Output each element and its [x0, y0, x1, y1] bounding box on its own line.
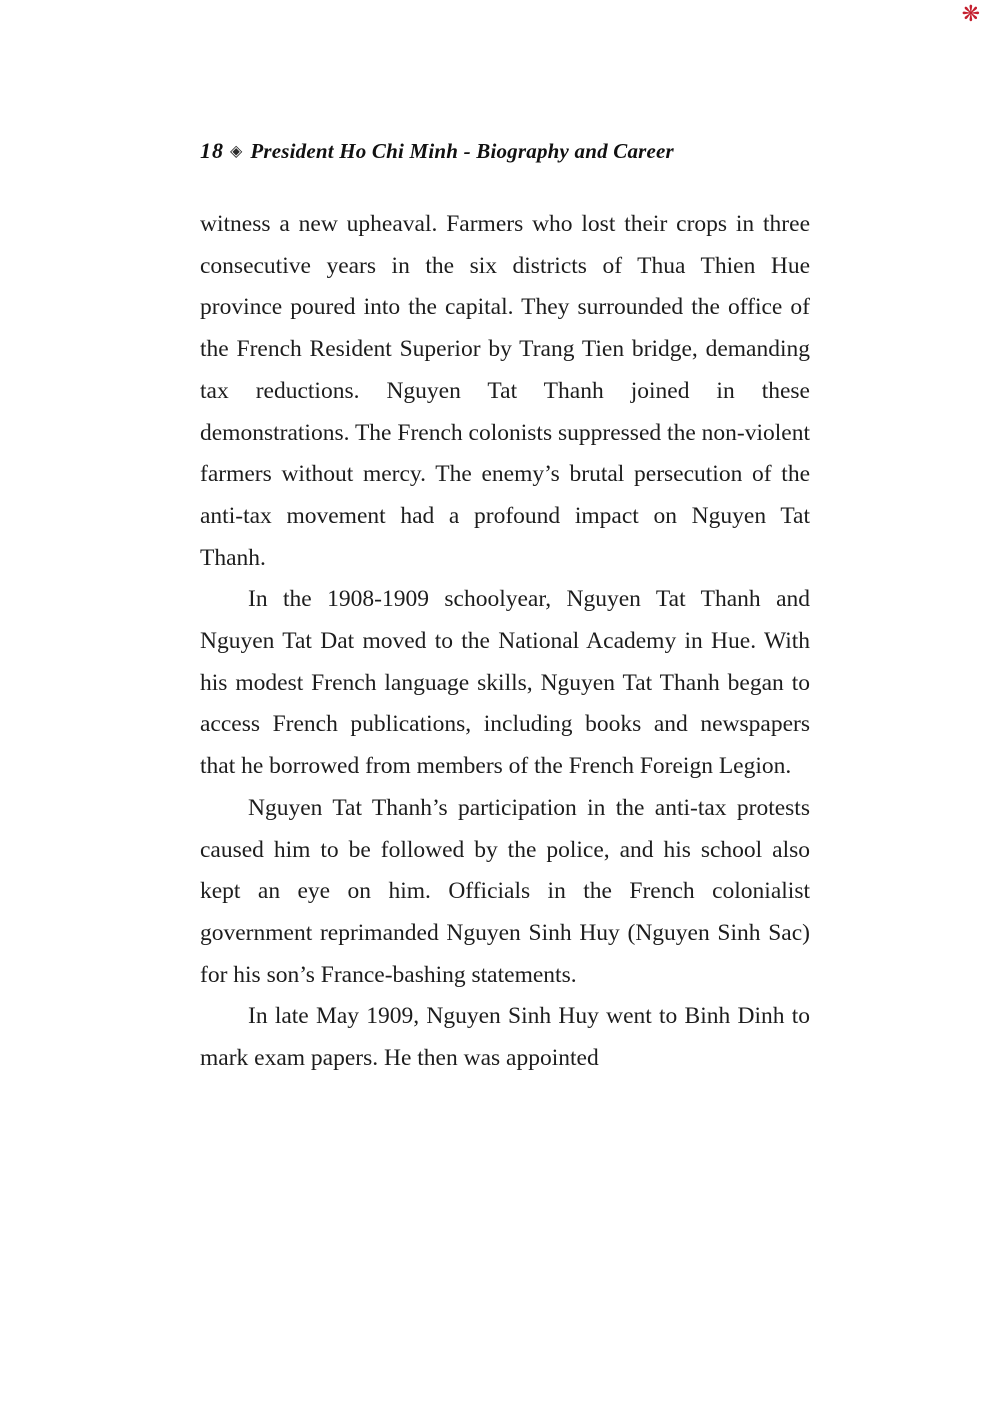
flower-icon: ❋: [961, 2, 980, 27]
paragraph: In late May 1909, Nguyen Sinh Huy went to Binh Dinh to mark exam papers. He then was appointed: [200, 1003, 810, 1072]
paragraph: witness a new upheaval. Farmers who lost their crops in three consecutive years in the six districts of Thua Thien Hue province poured into the capital. They surrounded the office of the French Resident Superior by Trang Tien bridge, demanding tax reductions. Nguyen Tat Thanh joined in these demonstrations. The French colonists suppressed the non-violent farmers without mercy. The enemy’s brutal persecution of the anti-tax movement had a profound impact on Nguyen Tat Thanh.: [200, 211, 810, 571]
paragraph: Nguyen Tat Thanh’s participation in the anti-tax protests caused him to be followed by the police, and his school also kept an eye on him. Officials in the French colonialist government reprimanded Nguyen Sinh Huy (Nguyen Sinh Sac) for his son’s France-bashing statements.: [200, 794, 810, 988]
page-number: 18: [200, 138, 224, 163]
body-text: [200, 204, 810, 1080]
diamond-separator-icon: ◈: [230, 141, 243, 160]
header-title: President Ho Chi Minh - Biography and Career: [250, 139, 674, 163]
paragraph: In the 1908-1909 schoolyear, Nguyen Tat Thanh and Nguyen Tat Dat moved to the National Academy in Hue. With his modest French language skills, Nguyen Tat Thanh began to access French publications, including books and newspapers that he borrowed from members of the French Foreign Legion.: [200, 586, 810, 780]
page-header: [200, 138, 812, 164]
